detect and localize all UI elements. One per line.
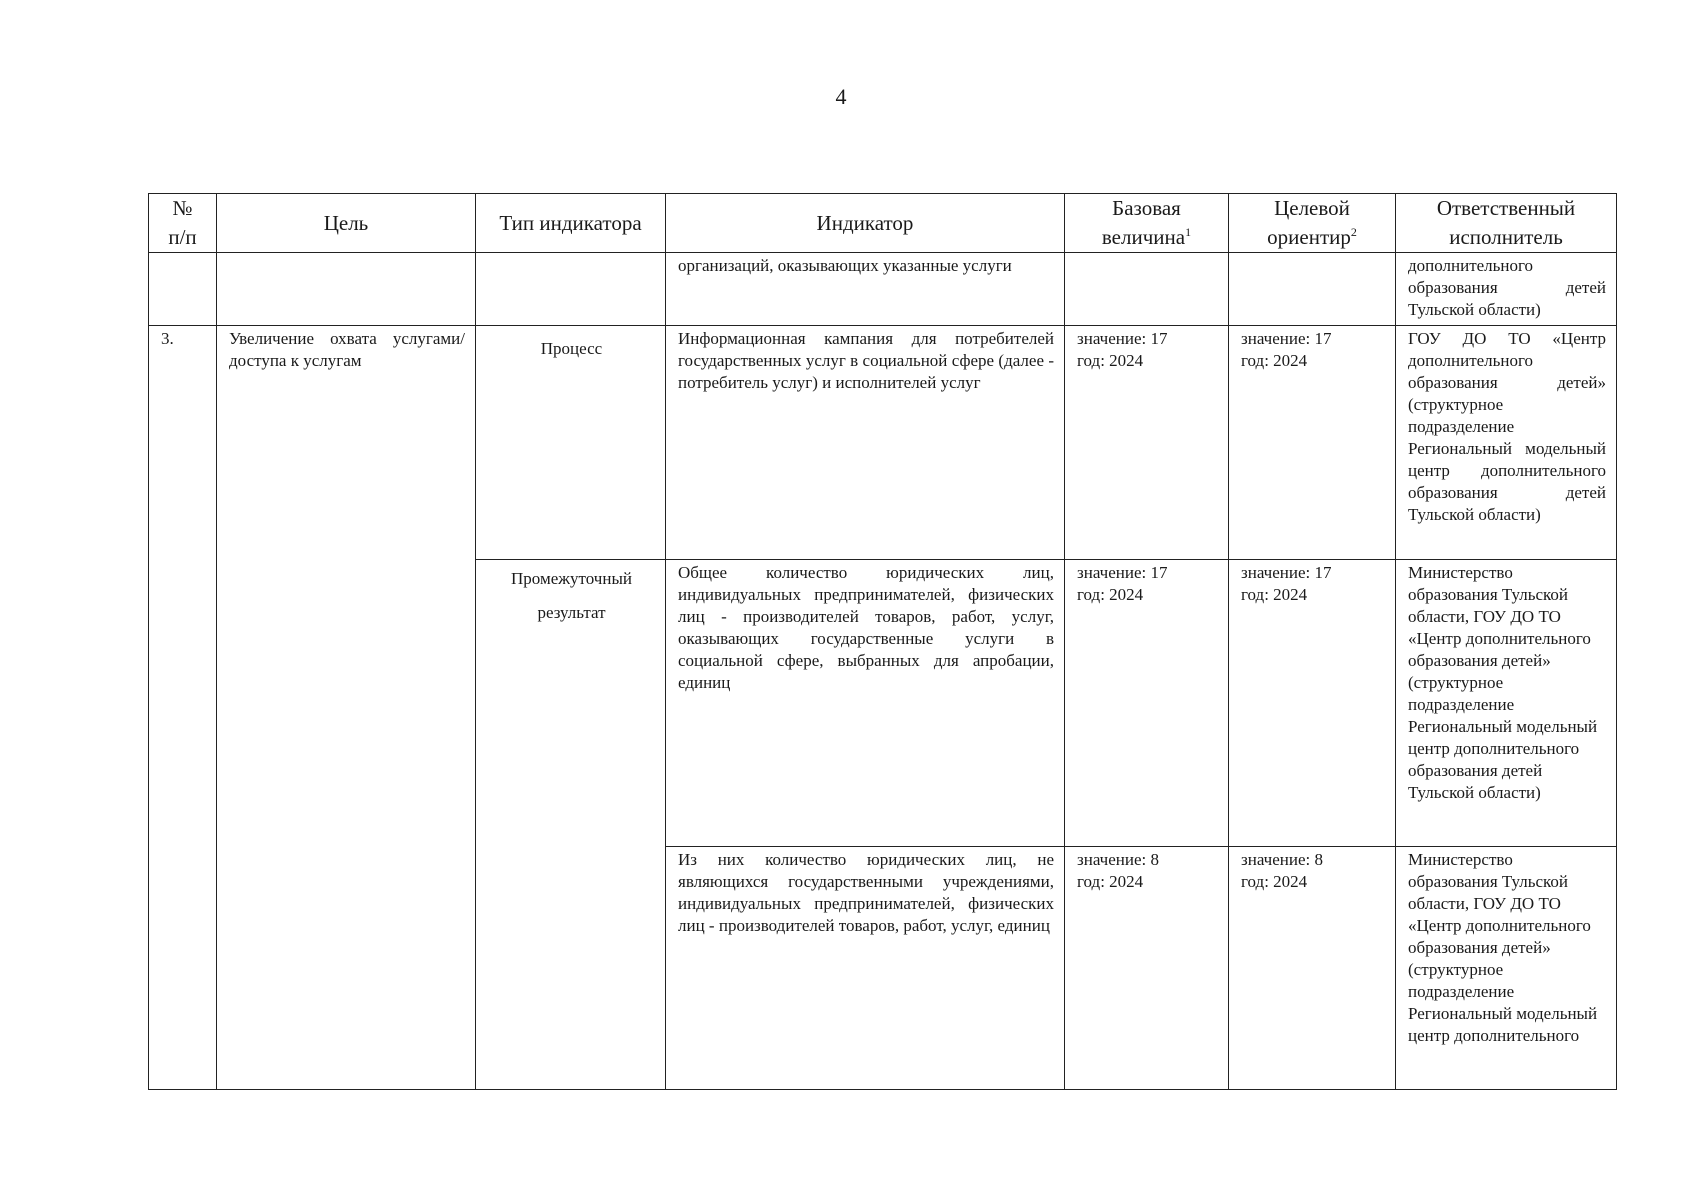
cell-responsible: ГОУ ДО ТО «Центр дополнительного образования детей» (структурное подразделение Региональный модельный центр дополнительного образования детей Тульской области) bbox=[1396, 326, 1617, 560]
cell-responsible: Министерство образования Тульской области, ГОУ ДО ТО «Центр дополнительного образования детей» (структурное подразделение Региональный модельный центр дополнительного bbox=[1396, 847, 1617, 1090]
base-year: год: 2024 bbox=[1077, 872, 1144, 891]
header-goal: Цель bbox=[217, 194, 476, 253]
header-row bbox=[149, 194, 1617, 253]
cell-base-empty bbox=[1065, 253, 1229, 326]
header-number bbox=[149, 194, 217, 253]
target-value: значение: 17 bbox=[1241, 563, 1332, 582]
target-year: год: 2024 bbox=[1241, 585, 1308, 604]
indicator-type-line2: результат bbox=[537, 603, 606, 622]
header-indicator-type: Тип индикатора bbox=[476, 194, 666, 253]
header-target-label: Целевой ориентир bbox=[1267, 196, 1351, 249]
header-base-value-label: Базовая величина bbox=[1101, 196, 1186, 249]
header-base-value bbox=[1065, 194, 1229, 253]
indicator-type-line1: Промежуточный bbox=[511, 569, 632, 588]
cell-indicator: Информационная кампания для потребителей государственных услуг в социальной сфере (далее - потребитель услуг) и исполнителей услуг bbox=[666, 326, 1065, 560]
page-number: 4 bbox=[835, 84, 847, 109]
target-year: год: 2024 bbox=[1241, 872, 1308, 891]
cell-target bbox=[1229, 847, 1396, 1090]
header-number-symbol: № bbox=[172, 196, 193, 220]
header-indicator: Индикатор bbox=[666, 194, 1065, 253]
cell-target-empty bbox=[1229, 253, 1396, 326]
cell-indicator-type bbox=[476, 560, 666, 1090]
target-value: значение: 8 bbox=[1241, 850, 1323, 869]
cell-indicator-continuation: организаций, оказывающих указанные услуги bbox=[666, 253, 1065, 326]
table-row bbox=[149, 326, 1617, 560]
header-number-abbr: п/п bbox=[168, 225, 197, 249]
cell-responsible-continuation: дополнительного образования детей Тульской области) bbox=[1396, 253, 1617, 326]
base-value: значение: 17 bbox=[1077, 329, 1168, 348]
target-value: значение: 17 bbox=[1241, 329, 1332, 348]
cell-goal-empty bbox=[217, 253, 476, 326]
cell-indicator: Общее количество юридических лиц, индивидуальных предпринимателей, физических лиц - производителей товаров, работ, услуг, оказывающих государственные услуги в социальной сфере, выбранных для апробации, единиц bbox=[666, 560, 1065, 847]
cell-base-value bbox=[1065, 847, 1229, 1090]
base-value: значение: 17 bbox=[1077, 563, 1168, 582]
cell-indicator-type: Процесс bbox=[476, 326, 666, 560]
base-value: значение: 8 bbox=[1077, 850, 1159, 869]
indicators-table bbox=[148, 193, 1617, 1090]
base-year: год: 2024 bbox=[1077, 585, 1144, 604]
cell-row-number: 3. bbox=[149, 326, 217, 1090]
cell-target bbox=[1229, 560, 1396, 847]
table-row-continuation bbox=[149, 253, 1617, 326]
cell-indicator: Из них количество юридических лиц, не являющихся государственными учреждениями, индивидуальных предпринимателей, физических лиц - производителей товаров, работ, услуг, единиц bbox=[666, 847, 1065, 1090]
cell-responsible: Министерство образования Тульской области, ГОУ ДО ТО «Центр дополнительного образования детей» (структурное подразделение Региональный модельный центр дополнительного образования детей Тульской области) bbox=[1396, 560, 1617, 847]
cell-type-empty bbox=[476, 253, 666, 326]
cell-target bbox=[1229, 326, 1396, 560]
cell-base-value bbox=[1065, 560, 1229, 847]
header-target bbox=[1229, 194, 1396, 253]
cell-base-value bbox=[1065, 326, 1229, 560]
header-responsible: Ответственный исполнитель bbox=[1396, 194, 1617, 253]
footnote-ref-1: 1 bbox=[1185, 225, 1192, 239]
footnote-ref-2: 2 bbox=[1350, 225, 1357, 239]
base-year: год: 2024 bbox=[1077, 351, 1144, 370]
target-year: год: 2024 bbox=[1241, 351, 1308, 370]
cell-goal: Увеличение охвата услугами/доступа к услугам bbox=[217, 326, 476, 1090]
cell-number-empty bbox=[149, 253, 217, 326]
